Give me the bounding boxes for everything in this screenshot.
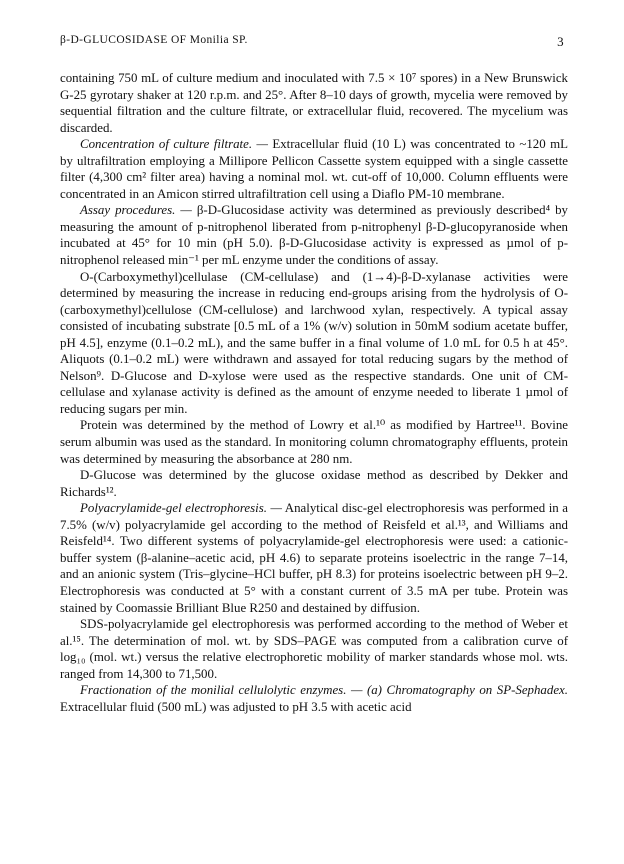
paragraph-text: O-(Carboxymethyl)cellulase (CM-cellulase) and (1→4)-β-D-xylanase activities were determined by measuring the increase in reducing end-groups arising from the hydrolysis of O-(carboxymethyl)cellulose (CM-cellulose) and larchwood xylan, respectively. A typical assay consisted of incubating substrate [0.5 mL of a 1% (w/v) solution in 50mM sodium acetate buffer, pH 4.5], enzyme (0.1–0.2 mL), and the same buffer in a final volume of 1.0 mL for 0.5 h at 45°. Aliquots (0.1–0.2 mL) were withdrawn and assayed for total reducing sugars by the method of Nelson⁹. D-Glucose and D-xylose were used as the respective standards. One unit of CM-cellulase and xylanase activity is defined as the amount of enzyme needed to liberate 1 µmol of reducing sugars per min. bbox=[60, 269, 568, 416]
paragraph-text: Analytical disc-gel electrophoresis was performed in a 7.5% (w/v) polyacrylamide gel according to the method of Reisfeld et al.¹³, and Williams and Reisfeld¹⁴. Two different systems of polyacrylamide-gel electrophoresis were used: a cationic-buffer system (β-alanine–acetic acid, pH 4.6) to separate proteins isoelectric in the range 7–14, and an anionic system (Tris–glycine–HCl buffer, pH 8.3) for proteins isoelectric between pH 9–2. Electrophoresis was conducted at 5° with a constant current of 3.5 mA per tube. Protein was stained by Coomassie Brilliant Blue R250 and destained by diffusion. bbox=[60, 501, 568, 615]
paragraph-page bbox=[60, 500, 568, 616]
paragraph-protein bbox=[60, 417, 568, 467]
paragraph-text: Extracellular fluid (10 L) was concentrated to ~120 mL by ultrafiltration employing a Millipore Pellicon Cassette system equipped with a single cassette filter (4,300 cm² filter area) having a nominal mol. wt. cut-off of 10,000. Column effluents were concentrated in an Amicon stirred ultrafiltration cell using a Diaflo PM-10 membrane. bbox=[60, 137, 568, 201]
paragraph-text: containing 750 mL of culture medium and inoculated with 7.5 × 10⁷ spores) in a New Brunswick G-25 gyrotary shaker at 120 r.p.m. and 25°. After 8–10 days of growth, mycelia were removed by sequential filtration and the culture filtrate, or extracellular fluid, recovered. The mycelium was discarded. bbox=[60, 71, 568, 135]
paragraph-glucose bbox=[60, 467, 568, 500]
section-heading-page: Polyacrylamide-gel electrophoresis. — bbox=[80, 501, 282, 516]
paragraph-fractionation bbox=[60, 682, 568, 715]
page-number: 3 bbox=[557, 34, 564, 49]
section-heading-fractionation: Fractionation of the monilial cellulolytic enzymes. — (a) Chromatography on SP-Sephadex. bbox=[80, 683, 568, 698]
paragraph-text: D-Glucose was determined by the glucose oxidase method as described by Dekker and Richards¹². bbox=[60, 468, 568, 499]
paragraph-text: SDS-polyacrylamide gel electrophoresis was performed according to the method of Weber et al.¹⁵. The determination of mol. wt. by SDS–PAGE was computed from a calibration curve of log₁₀ (mol. wt.) versus the relative electrophoretic mobility of marker standards whose mol. wts. ranged from 14,300 to 71,500. bbox=[60, 617, 568, 681]
section-heading-assay: Assay procedures. — bbox=[80, 203, 192, 218]
paragraph-text: Protein was determined by the method of Lowry et al.¹⁰ as modified by Hartree¹¹. Bovine serum albumin was used as the standard. In monitoring column chromatography effluents, protein was determined by measuring the absorbance at 280 nm. bbox=[60, 418, 568, 466]
paragraph-sds-page bbox=[60, 616, 568, 682]
running-head-title: β-D-GLUCOSIDASE OF Monilia SP. bbox=[60, 34, 248, 46]
paragraph-cm-cellulase bbox=[60, 269, 568, 418]
paragraph-concentration bbox=[60, 136, 568, 202]
body-text bbox=[60, 70, 568, 715]
paragraph-text: β-D-Glucosidase activity was determined as previously described⁴ by measuring the amount of p-nitrophenol liberated from p-nitrophenyl β-D-glucopyranoside when incubated at 45° for 10 min (pH 5.0). β-D-Glucosidase activity is expressed as µmol of p-nitrophenol released min⁻¹ per mL enzyme under the conditions of assay. bbox=[60, 203, 568, 268]
paragraph-assay bbox=[60, 202, 568, 268]
paragraph-culture-continued bbox=[60, 70, 568, 136]
paragraph-text: Extracellular fluid (500 mL) was adjusted to pH 3.5 with acetic acid bbox=[60, 699, 412, 714]
section-heading-concentration: Concentration of culture filtrate. — bbox=[80, 137, 268, 152]
